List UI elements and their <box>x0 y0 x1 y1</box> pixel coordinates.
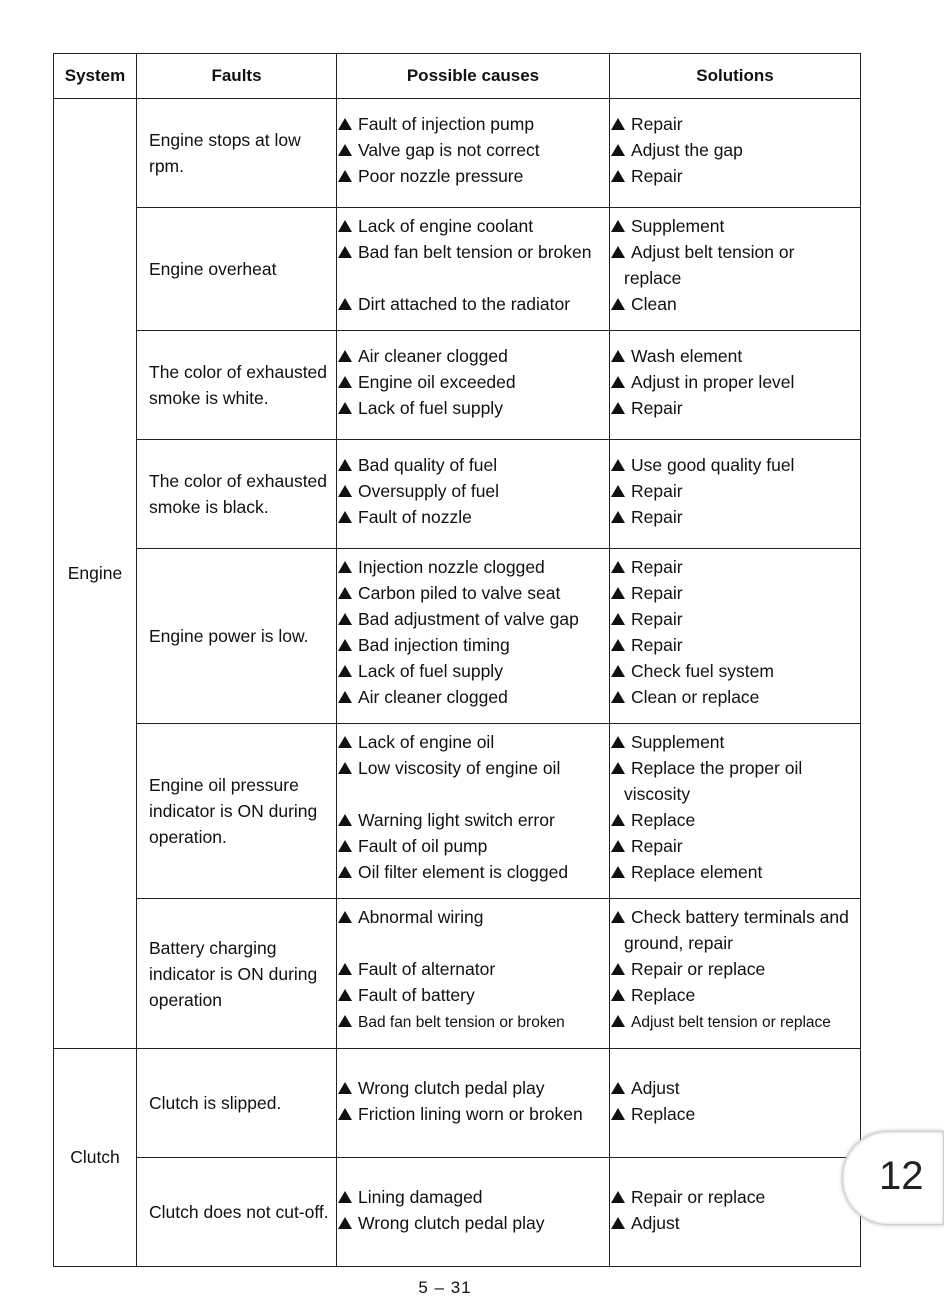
cause-text: Low viscosity of engine oil <box>358 758 561 778</box>
bullet-triangle-icon <box>338 561 352 573</box>
solution-item <box>610 343 860 369</box>
cause-item <box>337 369 609 395</box>
cause-item <box>337 478 609 504</box>
cause-text: Abnormal wiring <box>358 907 484 927</box>
bullet-triangle-icon <box>338 762 352 774</box>
cause-item <box>337 904 609 930</box>
bullet-triangle-icon <box>338 613 352 625</box>
system-cell: Engine <box>54 99 137 1049</box>
cause-text: Engine oil exceeded <box>358 372 516 392</box>
cause-item <box>337 554 609 580</box>
cause-text: Bad fan belt tension or broken <box>358 242 592 262</box>
solution-item <box>610 213 860 239</box>
table-row <box>54 899 861 1049</box>
cause-item <box>337 755 609 781</box>
solution-item <box>610 111 860 137</box>
solution-text: Adjust in proper level <box>631 372 795 392</box>
cause-item <box>337 982 609 1008</box>
bullet-triangle-icon <box>338 402 352 414</box>
solution-item <box>610 1101 860 1127</box>
blank-line <box>337 265 609 291</box>
solutions-cell <box>610 99 861 208</box>
causes-cell <box>337 331 610 440</box>
bullet-triangle-icon <box>611 376 625 388</box>
solutions-cell <box>610 899 861 1049</box>
cause-item <box>337 658 609 684</box>
solutions-cell <box>610 1049 861 1158</box>
bullet-triangle-icon <box>338 1082 352 1094</box>
solution-text: Check fuel system <box>631 661 774 681</box>
chapter-tab[interactable] <box>842 1131 944 1225</box>
bullet-triangle-icon <box>338 639 352 651</box>
solution-text: Supplement <box>631 732 725 752</box>
cause-item <box>337 213 609 239</box>
cause-item <box>337 343 609 369</box>
cause-item <box>337 291 609 317</box>
solution-item <box>610 291 860 317</box>
cause-item <box>337 807 609 833</box>
cause-text: Air cleaner clogged <box>358 346 508 366</box>
solution-text: Repair or replace <box>631 959 766 979</box>
bullet-triangle-icon <box>338 1015 352 1027</box>
bullet-triangle-icon <box>338 911 352 923</box>
solution-item <box>610 395 860 421</box>
bullet-triangle-icon <box>611 665 625 677</box>
bullet-triangle-icon <box>338 350 352 362</box>
solution-item <box>610 904 860 930</box>
causes-cell <box>337 99 610 208</box>
bullet-triangle-icon <box>338 866 352 878</box>
bullet-triangle-icon <box>611 840 625 852</box>
solution-text: Replace <box>631 810 696 830</box>
causes-cell <box>337 899 610 1049</box>
header-faults: Faults <box>137 54 337 99</box>
solution-item <box>610 239 860 265</box>
causes-cell <box>337 1049 610 1158</box>
solution-text: Repair <box>631 635 683 655</box>
solution-item <box>610 1210 860 1236</box>
solution-item <box>610 452 860 478</box>
cause-text: Air cleaner clogged <box>358 687 508 707</box>
cause-item <box>337 163 609 189</box>
cause-text: Lining damaged <box>358 1187 483 1207</box>
solution-item <box>610 859 860 885</box>
bullet-triangle-icon <box>611 613 625 625</box>
cause-item <box>337 1075 609 1101</box>
cause-item <box>337 859 609 885</box>
cause-item <box>337 684 609 710</box>
header-system: System <box>54 54 137 99</box>
cause-item <box>337 395 609 421</box>
solutions-cell <box>610 549 861 724</box>
bullet-triangle-icon <box>611 1082 625 1094</box>
cause-text: Fault of oil pump <box>358 836 488 856</box>
cause-text: Warning light switch error <box>358 810 555 830</box>
bullet-triangle-icon <box>338 840 352 852</box>
solution-text: Repair <box>631 583 683 603</box>
solution-text: Replace element <box>631 862 763 882</box>
bullet-triangle-icon <box>338 691 352 703</box>
bullet-triangle-icon <box>338 459 352 471</box>
bullet-triangle-icon <box>338 170 352 182</box>
cause-text: Wrong clutch pedal play <box>358 1078 545 1098</box>
solution-item <box>610 580 860 606</box>
solution-text: Replace <box>631 985 696 1005</box>
cause-text: Bad quality of fuel <box>358 455 498 475</box>
cause-item <box>337 504 609 530</box>
bullet-triangle-icon <box>338 1108 352 1120</box>
bullet-triangle-icon <box>611 587 625 599</box>
table-row <box>54 724 861 899</box>
fault-cell: Clutch is slipped. <box>137 1049 337 1158</box>
cause-text: Bad adjustment of valve gap <box>358 609 579 629</box>
table-row <box>54 331 861 440</box>
bullet-triangle-icon <box>611 220 625 232</box>
bullet-triangle-icon <box>338 376 352 388</box>
cause-text: Fault of injection pump <box>358 114 535 134</box>
bullet-triangle-icon <box>338 587 352 599</box>
bullet-triangle-icon <box>611 691 625 703</box>
bullet-triangle-icon <box>338 144 352 156</box>
fault-cell: The color of exhausted smoke is white. <box>137 331 337 440</box>
fault-cell: Battery charging indicator is ON during operation <box>137 899 337 1049</box>
header-row <box>54 54 861 99</box>
solution-item <box>610 606 860 632</box>
bullet-triangle-icon <box>611 511 625 523</box>
cause-item <box>337 239 609 265</box>
bullet-triangle-icon <box>611 144 625 156</box>
fault-cell: The color of exhausted smoke is black. <box>137 440 337 549</box>
solution-item <box>610 982 860 1008</box>
solution-text: Repair or replace <box>631 1187 766 1207</box>
header-solutions: Solutions <box>610 54 861 99</box>
solution-text: Repair <box>631 507 683 527</box>
solution-text: Adjust the gap <box>631 140 743 160</box>
bullet-triangle-icon <box>338 246 352 258</box>
fault-cell: Engine oil pressure indicator is ON during operation. <box>137 724 337 899</box>
cause-item <box>337 1008 609 1034</box>
bullet-triangle-icon <box>338 298 352 310</box>
bullet-triangle-icon <box>611 911 625 923</box>
cause-text: Dirt attached to the radiator <box>358 294 571 314</box>
causes-cell <box>337 208 610 331</box>
cause-text: Oversupply of fuel <box>358 481 500 501</box>
cause-text: Bad fan belt tension or broken <box>358 1014 565 1031</box>
table-row <box>54 1158 861 1267</box>
chapter-tab-label: 12 <box>879 1154 924 1198</box>
cause-text: Poor nozzle pressure <box>358 166 524 186</box>
blank-line <box>337 781 609 807</box>
bullet-triangle-icon <box>611 118 625 130</box>
cause-text: Fault of alternator <box>358 959 496 979</box>
solution-text: Adjust belt tension or <box>631 242 795 262</box>
table-row <box>54 440 861 549</box>
bullet-triangle-icon <box>611 402 625 414</box>
solution-text: Replace the proper oil <box>631 758 803 778</box>
bullet-triangle-icon <box>338 814 352 826</box>
bullet-triangle-icon <box>611 246 625 258</box>
bullet-triangle-icon <box>338 485 352 497</box>
solutions-cell <box>610 208 861 331</box>
solution-text: Repair <box>631 481 683 501</box>
solutions-cell <box>610 1158 861 1267</box>
blank-line <box>337 930 609 956</box>
solution-text: Repair <box>631 398 683 418</box>
solution-item <box>610 1075 860 1101</box>
fault-cell: Engine stops at low rpm. <box>137 99 337 208</box>
bullet-triangle-icon <box>338 220 352 232</box>
solution-text: Repair <box>631 609 683 629</box>
bullet-triangle-icon <box>338 118 352 130</box>
cause-text: Lack of fuel supply <box>358 661 503 681</box>
bullet-triangle-icon <box>611 1191 625 1203</box>
solution-item <box>610 658 860 684</box>
solution-item <box>610 478 860 504</box>
page-number: 5 – 31 <box>418 1278 472 1297</box>
cause-item <box>337 833 609 859</box>
solution-text: Wash element <box>631 346 743 366</box>
solution-item <box>610 554 860 580</box>
solutions-cell <box>610 331 861 440</box>
table-row <box>54 549 861 724</box>
solution-item <box>610 504 860 530</box>
solution-item <box>610 632 860 658</box>
cause-item <box>337 1184 609 1210</box>
bullet-triangle-icon <box>611 866 625 878</box>
cause-text: Wrong clutch pedal play <box>358 1213 545 1233</box>
cause-text: Injection nozzle clogged <box>358 557 545 577</box>
bullet-triangle-icon <box>338 1217 352 1229</box>
bullet-triangle-icon <box>611 736 625 748</box>
solution-text: Adjust <box>631 1078 680 1098</box>
bullet-triangle-icon <box>611 1015 625 1027</box>
solutions-cell <box>610 724 861 899</box>
cause-item <box>337 452 609 478</box>
header-possible-causes: Possible causes <box>337 54 610 99</box>
causes-cell <box>337 1158 610 1267</box>
solution-item <box>610 807 860 833</box>
cause-text: Oil filter element is clogged <box>358 862 569 882</box>
solution-text: Adjust belt tension or replace <box>631 1014 831 1031</box>
bullet-triangle-icon <box>338 1191 352 1203</box>
solution-item <box>610 1008 860 1034</box>
solution-text: Repair <box>631 166 683 186</box>
solution-item <box>610 1184 860 1210</box>
solution-text-continued: viscosity <box>624 784 691 804</box>
bullet-triangle-icon <box>338 736 352 748</box>
solution-item <box>610 684 860 710</box>
cause-text: Carbon piled to valve seat <box>358 583 561 603</box>
solution-text: Repair <box>631 114 683 134</box>
solution-text: Repair <box>631 557 683 577</box>
bullet-triangle-icon <box>611 814 625 826</box>
fault-cell: Engine power is low. <box>137 549 337 724</box>
bullet-triangle-icon <box>611 485 625 497</box>
cause-item <box>337 137 609 163</box>
solution-item <box>610 956 860 982</box>
bullet-triangle-icon <box>611 350 625 362</box>
system-cell: Clutch <box>54 1049 137 1267</box>
cause-text: Fault of battery <box>358 985 475 1005</box>
troubleshooting-table <box>53 53 861 1267</box>
bullet-triangle-icon <box>611 639 625 651</box>
table-row <box>54 99 861 208</box>
solution-text: Use good quality fuel <box>631 455 795 475</box>
solution-text: Repair <box>631 836 683 856</box>
solution-text: Clean or replace <box>631 687 760 707</box>
cause-text: Friction lining worn or broken <box>358 1104 583 1124</box>
cause-text: Lack of engine coolant <box>358 216 534 236</box>
cause-item <box>337 1101 609 1127</box>
fault-cell: Clutch does not cut-off. <box>137 1158 337 1267</box>
fault-cell: Engine overheat <box>137 208 337 331</box>
bullet-triangle-icon <box>611 963 625 975</box>
solution-text: Supplement <box>631 216 725 236</box>
causes-cell <box>337 724 610 899</box>
solution-item <box>610 137 860 163</box>
solution-item <box>610 729 860 755</box>
causes-cell <box>337 440 610 549</box>
bullet-triangle-icon <box>338 963 352 975</box>
bullet-triangle-icon <box>611 989 625 1001</box>
cause-item <box>337 632 609 658</box>
cause-item <box>337 729 609 755</box>
cause-text: Lack of engine oil <box>358 732 495 752</box>
cause-text: Valve gap is not correct <box>358 140 540 160</box>
cause-item <box>337 111 609 137</box>
solution-item <box>610 755 860 781</box>
cause-item <box>337 956 609 982</box>
cause-text: Fault of nozzle <box>358 507 472 527</box>
table-row <box>54 1049 861 1158</box>
bullet-triangle-icon <box>338 665 352 677</box>
bullet-triangle-icon <box>611 170 625 182</box>
cause-item <box>337 580 609 606</box>
solution-text: Check battery terminals and <box>631 907 849 927</box>
solution-text: Replace <box>631 1104 696 1124</box>
bullet-triangle-icon <box>338 511 352 523</box>
bullet-triangle-icon <box>611 298 625 310</box>
cause-text: Lack of fuel supply <box>358 398 503 418</box>
bullet-triangle-icon <box>611 1217 625 1229</box>
solution-text: Clean <box>631 294 677 314</box>
solution-text: Adjust <box>631 1213 680 1233</box>
solution-item <box>610 369 860 395</box>
solution-item <box>610 833 860 859</box>
solution-text-continued: ground, repair <box>624 933 733 953</box>
causes-cell <box>337 549 610 724</box>
cause-item <box>337 606 609 632</box>
table-row <box>54 208 861 331</box>
solution-item <box>610 163 860 189</box>
cause-item <box>337 1210 609 1236</box>
bullet-triangle-icon <box>338 989 352 1001</box>
bullet-triangle-icon <box>611 762 625 774</box>
bullet-triangle-icon <box>611 1108 625 1120</box>
bullet-triangle-icon <box>611 561 625 573</box>
bullet-triangle-icon <box>611 459 625 471</box>
cause-text: Bad injection timing <box>358 635 510 655</box>
solution-text-continued: replace <box>624 268 682 288</box>
solutions-cell <box>610 440 861 549</box>
